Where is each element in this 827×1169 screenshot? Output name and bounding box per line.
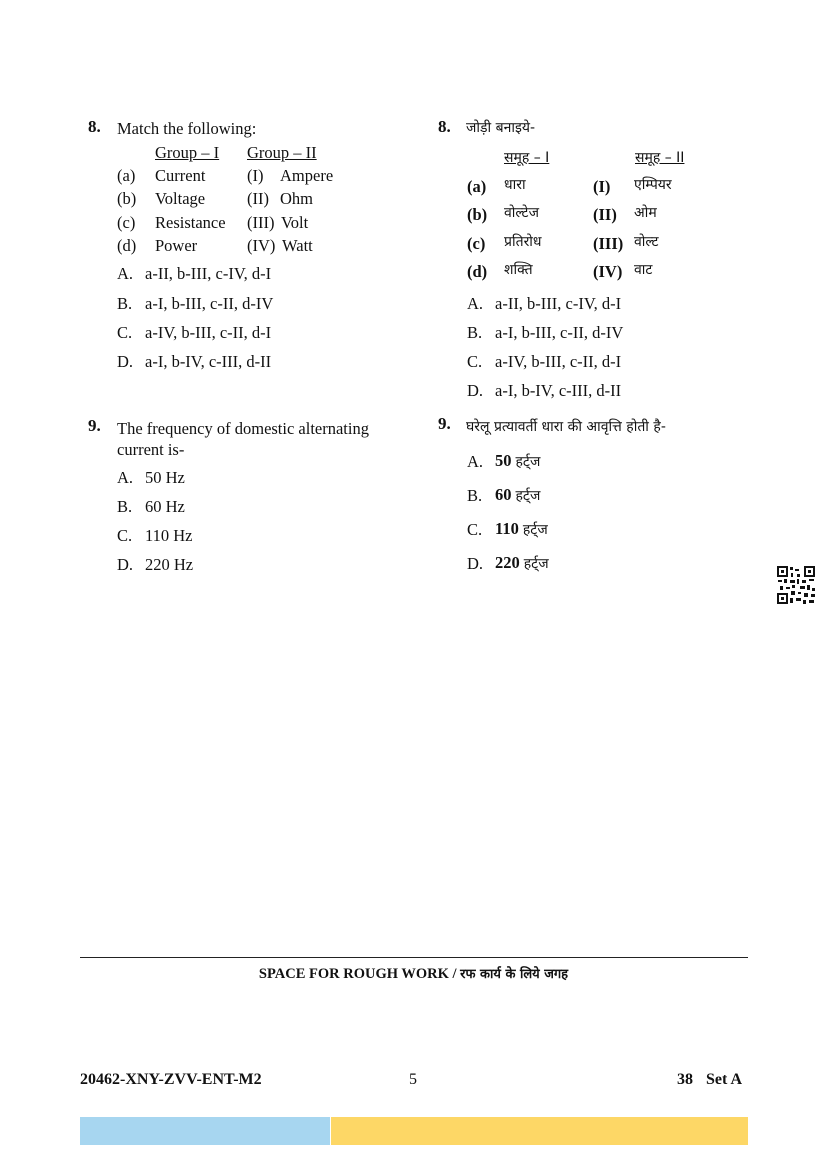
option-label: D. <box>117 555 134 574</box>
row-item: Resistance <box>155 213 226 232</box>
option-b[interactable] <box>495 485 540 505</box>
row-roman: (IV) <box>593 262 623 281</box>
option-label: D. <box>117 352 134 371</box>
row-item: धारा <box>504 177 526 193</box>
option-number: 110 <box>495 519 519 538</box>
option-unit: हर्ट्ज <box>515 454 541 470</box>
row-key: (a) <box>467 177 487 196</box>
row-value: Watt <box>282 236 313 255</box>
row-roman: (II) <box>593 205 617 224</box>
option-label: A. <box>467 294 484 313</box>
page-number: 5 <box>409 1071 417 1088</box>
row-item: शक्ति <box>504 262 533 278</box>
group-2-heading: समूह – II <box>635 150 685 166</box>
row-key: (d) <box>117 236 137 255</box>
question-prompt: घरेलू प्रत्यावर्ती धारा की आवृत्ति होती है- <box>466 419 666 435</box>
question-count: 38 <box>677 1071 693 1088</box>
row-item: Current <box>155 166 206 185</box>
option-c[interactable]: a-IV, b-III, c-II, d-I <box>495 352 622 371</box>
option-label: C. <box>467 520 483 539</box>
option-label: B. <box>467 486 483 505</box>
question-prompt-line-1: The frequency of domestic alternating <box>117 419 369 438</box>
rough-work-divider <box>80 957 748 958</box>
row-roman: (I) <box>593 177 611 196</box>
option-label: B. <box>117 497 133 516</box>
option-label: C. <box>117 323 133 342</box>
option-c[interactable]: 110 Hz <box>145 526 193 545</box>
option-label: D. <box>467 554 484 573</box>
group-2-heading: Group – II <box>247 143 317 162</box>
row-key: (b) <box>467 205 488 224</box>
question-number: 9. <box>438 414 451 433</box>
option-unit: हर्ट्ज <box>515 488 541 504</box>
option-label: A. <box>467 452 484 471</box>
question-prompt-line-2: current is- <box>117 440 185 459</box>
row-value: Ohm <box>280 189 313 208</box>
qr-code-icon <box>776 565 816 605</box>
group-1-heading: समूह – I <box>504 150 550 166</box>
set-label: Set A <box>706 1071 742 1088</box>
row-key: (b) <box>117 189 137 208</box>
rough-work-heading <box>0 964 827 983</box>
option-unit: हर्ट्ज <box>522 522 548 538</box>
option-a[interactable]: a-II, b-III, c-IV, d-I <box>495 294 622 313</box>
option-a[interactable] <box>495 451 540 471</box>
row-item: प्रतिरोध <box>504 234 542 250</box>
option-label: C. <box>467 352 483 371</box>
row-key: (d) <box>467 262 488 281</box>
option-number: 60 <box>495 485 512 504</box>
option-b[interactable]: 60 Hz <box>145 497 185 516</box>
row-roman: (I) <box>247 166 264 185</box>
question-prompt: जोड़ी बनाइये- <box>466 120 536 136</box>
row-key: (c) <box>467 234 486 253</box>
row-value: Volt <box>281 213 309 232</box>
option-d[interactable]: 220 Hz <box>145 555 194 574</box>
option-b[interactable]: a-I, b-III, c-II, d-IV <box>145 294 274 313</box>
option-number: 50 <box>495 451 512 470</box>
option-a[interactable]: a-II, b-III, c-IV, d-I <box>145 264 272 283</box>
option-d[interactable]: a-I, b-IV, c-III, d-II <box>495 381 622 400</box>
option-label: A. <box>117 264 134 283</box>
footer-bar-blue <box>80 1117 330 1145</box>
option-label: D. <box>467 381 484 400</box>
option-d[interactable] <box>495 553 549 573</box>
paper-code: 20462-XNY-ZVV-ENT-M2 <box>80 1071 262 1088</box>
option-number: 220 <box>495 553 520 572</box>
row-roman: (II) <box>247 189 269 208</box>
question-number: 8. <box>88 117 101 136</box>
row-value: एम्पियर <box>634 177 672 193</box>
option-c[interactable] <box>495 519 548 539</box>
option-b[interactable]: a-I, b-III, c-II, d-IV <box>495 323 624 342</box>
rough-work-heading-en: SPACE FOR ROUGH WORK / <box>258 966 461 982</box>
row-value: ओम <box>634 205 657 221</box>
option-label: B. <box>467 323 483 342</box>
row-item: वोल्टेज <box>504 205 539 221</box>
row-value: वोल्ट <box>634 234 659 250</box>
row-item: Voltage <box>155 189 206 208</box>
row-value: Ampere <box>280 166 334 185</box>
row-roman: (IV) <box>247 236 276 255</box>
row-roman: (III) <box>593 234 624 253</box>
option-c[interactable]: a-IV, b-III, c-II, d-I <box>145 323 272 342</box>
option-d[interactable]: a-I, b-IV, c-III, d-II <box>145 352 272 371</box>
group-1-heading: Group – I <box>155 143 220 162</box>
row-value: वाट <box>634 262 653 278</box>
row-roman: (III) <box>247 213 275 232</box>
question-prompt: Match the following: <box>117 119 257 138</box>
question-number: 9. <box>88 416 101 435</box>
question-number: 8. <box>438 117 451 136</box>
option-label: B. <box>117 294 133 313</box>
rough-work-heading-hi: रफ कार्य के लिये जगह <box>460 967 569 982</box>
row-item: Power <box>155 236 198 255</box>
row-key: (c) <box>117 213 136 232</box>
option-label: C. <box>117 526 133 545</box>
row-key: (a) <box>117 166 136 185</box>
option-unit: हर्ट्ज <box>523 556 549 572</box>
footer-bar-yellow <box>331 1117 748 1145</box>
option-a[interactable]: 50 Hz <box>145 468 185 487</box>
option-label: A. <box>117 468 134 487</box>
